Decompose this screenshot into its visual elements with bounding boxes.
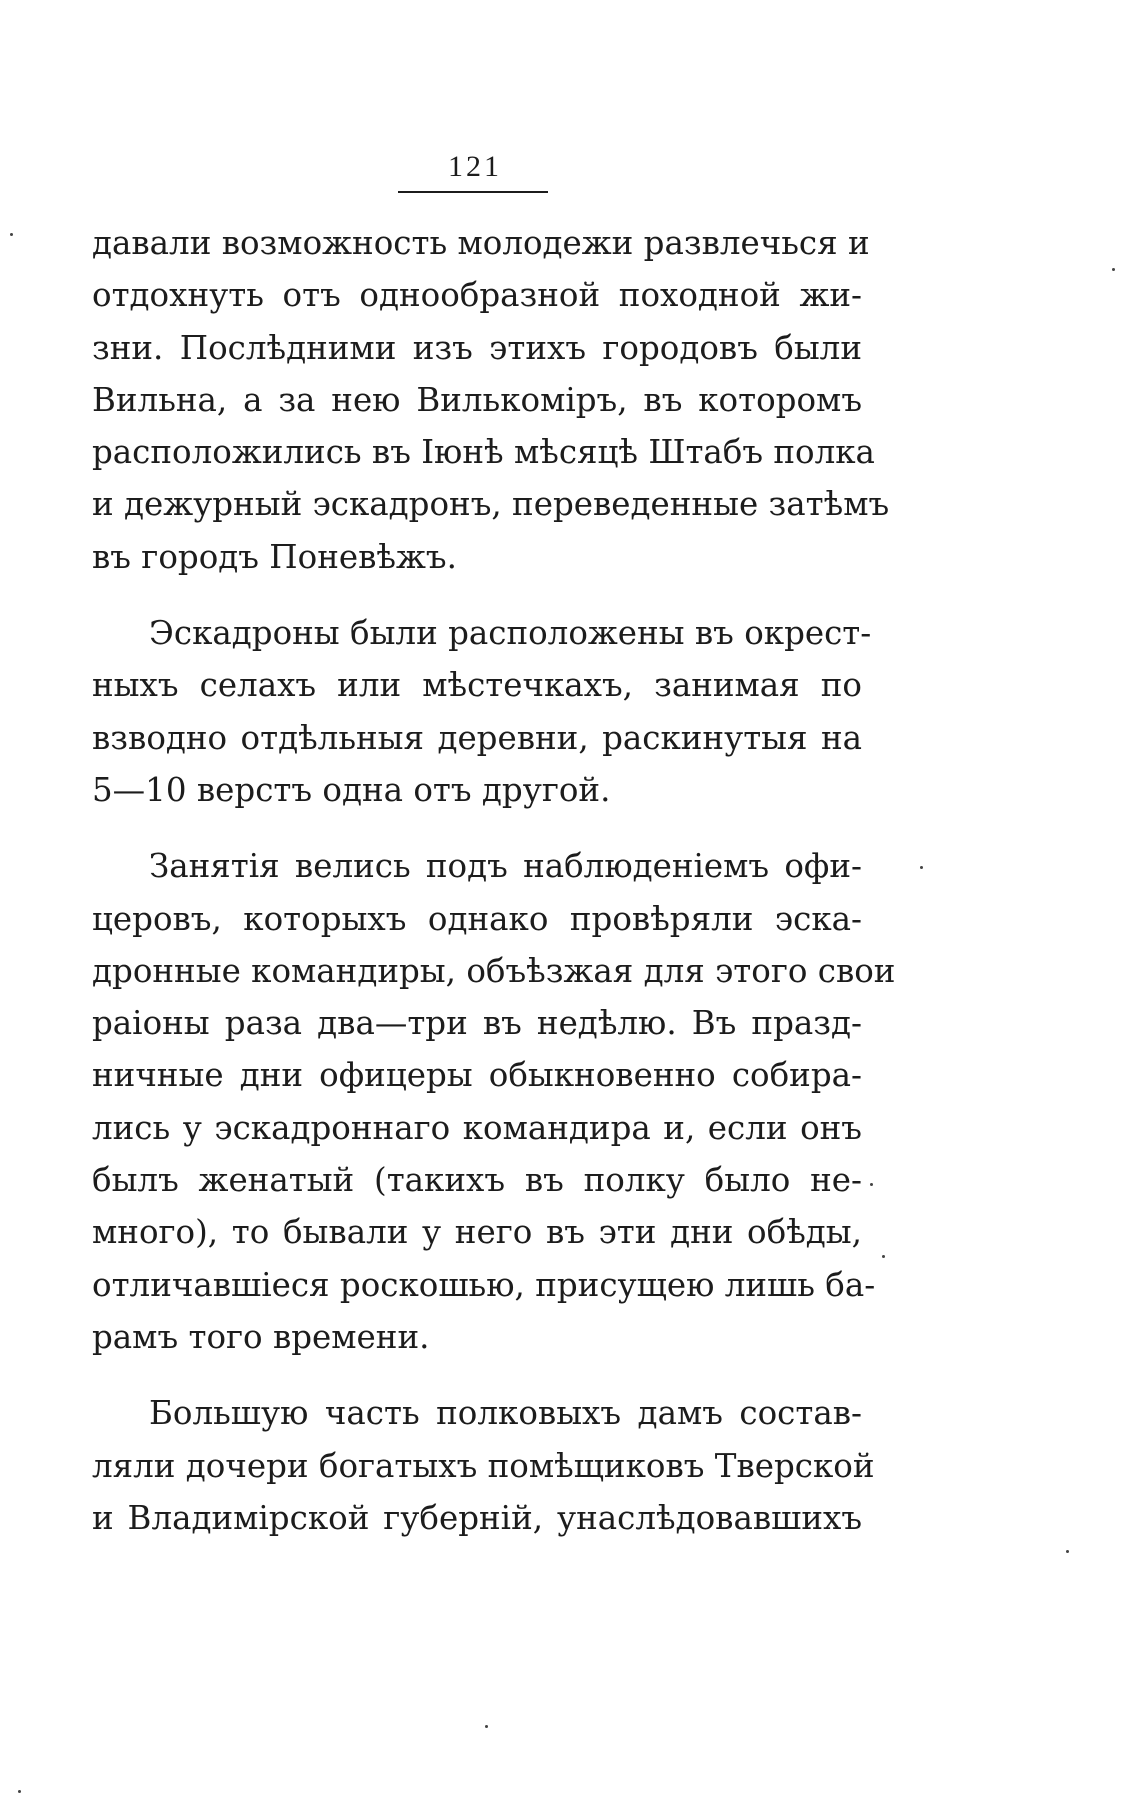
body-text xyxy=(92,217,896,1544)
text-line: зни. Послѣдними изъ этихъ городовъ были xyxy=(92,328,862,367)
text-line: Большую часть полковыхъ дамъ состав- xyxy=(149,1394,862,1433)
text-line: ничные дни офицеры обыкновенно собира- xyxy=(92,1056,862,1095)
text-line: ныхъ селахъ или мѣстечкахъ, занимая по xyxy=(92,666,862,705)
text-line: много), то бывали у него въ эти дни обѣды, xyxy=(92,1213,862,1252)
text-line: церовъ, которыхъ однако провѣряли эска- xyxy=(92,899,862,938)
text-line: Вильна, а за нею Вилькомiръ, въ которомъ xyxy=(92,380,862,419)
text-line: былъ женатый (такихъ въ полку было не- xyxy=(92,1161,862,1200)
page-number: 121 xyxy=(448,150,502,183)
scan-speck xyxy=(882,1255,885,1258)
text-line: рамъ того времени. xyxy=(92,1317,430,1356)
scan-speck xyxy=(920,866,923,869)
scan-speck xyxy=(10,233,13,236)
text-line: 5—10 верстъ одна отъ другой. xyxy=(92,770,611,809)
text-line: Занятiя велись подъ наблюденiемъ офи- xyxy=(149,847,862,886)
paragraph-4 xyxy=(92,1387,875,1544)
paragraph-2 xyxy=(92,607,872,816)
scan-speck xyxy=(870,1183,873,1186)
paragraph-3 xyxy=(92,840,896,1363)
text-line: взводно отдѣльныя деревни, раскинутыя на xyxy=(92,718,862,757)
text-line: Эскадроны были расположены въ окрест- xyxy=(149,614,872,653)
scan-speck xyxy=(18,1790,21,1793)
text-line: дронные командиры, объѣзжая для этого свои xyxy=(92,951,896,990)
paragraph-1 xyxy=(92,217,890,583)
text-line: отдохнуть отъ однообразной походной жи- xyxy=(92,276,862,315)
scan-speck xyxy=(485,1725,488,1728)
text-line: и дежурный эскадронъ, переведенные затѣмъ xyxy=(92,485,890,524)
text-line: въ городъ Поневѣжъ. xyxy=(92,537,457,576)
scan-speck xyxy=(1066,1550,1069,1553)
text-line: отличавшiеся роскошью, присущею лишь ба- xyxy=(92,1265,876,1304)
text-line: лись у эскадроннаго командира и, если онъ xyxy=(92,1108,862,1147)
text-line: давали возможность молодежи развлечься и xyxy=(92,224,870,262)
text-line: расположились въ Iюнѣ мѣсяцѣ Штабъ полка xyxy=(92,433,875,472)
scan-speck xyxy=(1112,268,1115,271)
text-line: и Владимiрской губернiй, унаслѣдовавшихъ xyxy=(92,1498,862,1537)
header-rule xyxy=(398,191,548,193)
text-line: ляли дочери богатыхъ помѣщиковъ Тверской xyxy=(92,1446,875,1485)
text-line: раiоны раза два—три въ недѣлю. Въ празд- xyxy=(92,1004,862,1043)
